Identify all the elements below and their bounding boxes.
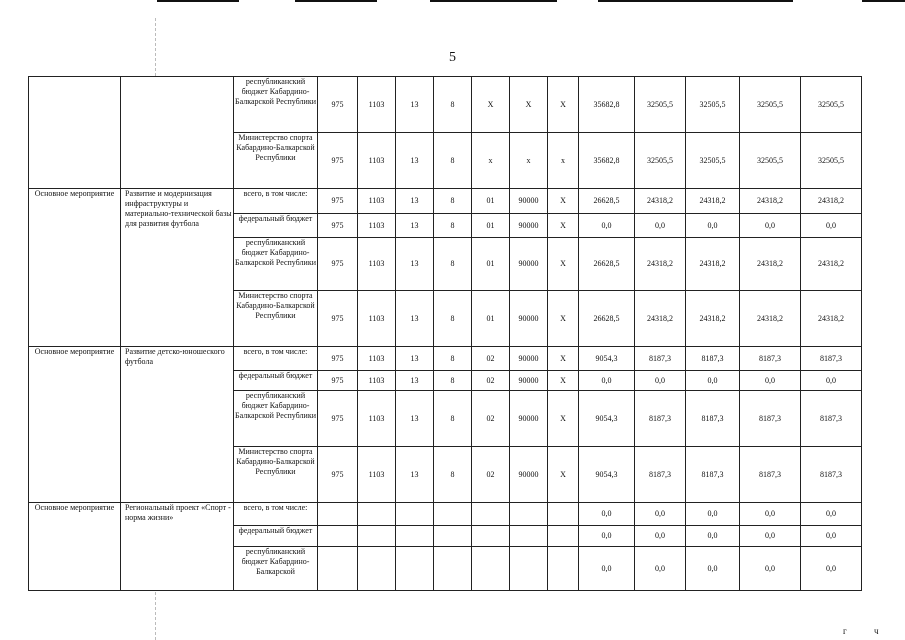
funding-source-cell: республиканский бюджет Кабардино-Балкарской Республики [234,391,318,447]
scan-line [295,0,377,2]
target-article-cell: 01 [472,214,510,238]
target-article-cell: 90000 [510,347,548,371]
target-article-cell: 8 [434,371,472,391]
target-article-cell: 13 [396,189,434,214]
expense-type-cell: Х [548,238,579,291]
grbs-code-cell: 975 [318,291,358,347]
target-article-cell [510,526,548,547]
year-value-cell: 0,0 [740,547,801,591]
expense-type-cell: Х [548,214,579,238]
year-value-cell: 0,0 [801,526,862,547]
grbs-code-cell [318,503,358,526]
expense-type-cell: х [548,133,579,189]
target-article-cell: 8 [434,291,472,347]
year-value-cell: 8187,3 [686,347,740,371]
target-article-cell: х [472,133,510,189]
target-article-cell: 90000 [510,189,548,214]
expense-type-cell [548,503,579,526]
target-article-cell [434,547,472,591]
funding-source-cell: всего, в том числе: [234,347,318,371]
target-article-cell [510,547,548,591]
year-value-cell: 9054,3 [579,391,635,447]
target-article-cell: 8 [434,347,472,371]
year-value-cell: 8187,3 [801,391,862,447]
table-row [29,77,862,133]
target-article-cell: 8 [434,214,472,238]
target-article-cell: 02 [472,447,510,503]
year-value-cell: 0,0 [579,547,635,591]
year-value-cell: 26628,5 [579,238,635,291]
target-article-cell: 90000 [510,447,548,503]
year-value-cell: 8187,3 [635,447,686,503]
funding-source-cell: всего, в том числе: [234,189,318,214]
funding-source-cell: всего, в том числе: [234,503,318,526]
year-value-cell: 0,0 [740,526,801,547]
target-article-cell: 13 [396,447,434,503]
year-value-cell: 8187,3 [635,391,686,447]
year-value-cell: 8187,3 [635,347,686,371]
funding-source-cell: федеральный бюджет [234,371,318,391]
funding-source-cell: федеральный бюджет [234,214,318,238]
event-name-cell: Региональный проект «Спорт - норма жизни» [121,503,234,591]
event-type-cell: Основное мероприятие [29,503,121,591]
section-code-cell: 1103 [358,291,396,347]
year-value-cell: 0,0 [635,503,686,526]
grbs-code-cell: 975 [318,371,358,391]
funding-source-cell: Министерство спорта Кабардино-Балкарской Республики [234,291,318,347]
year-value-cell: 0,0 [686,526,740,547]
table-row [29,503,862,526]
year-value-cell: 24318,2 [801,238,862,291]
target-article-cell: 13 [396,214,434,238]
year-value-cell: 0,0 [801,214,862,238]
target-article-cell: 13 [396,133,434,189]
funding-source-cell: республиканский бюджет Кабардино-Балкарской [234,547,318,591]
target-article-cell: 90000 [510,238,548,291]
target-article-cell: 13 [396,371,434,391]
year-value-cell: 8187,3 [740,347,801,371]
target-article-cell: 13 [396,238,434,291]
grbs-code-cell [318,526,358,547]
year-value-cell: 32505,5 [801,133,862,189]
year-value-cell: 9054,3 [579,347,635,371]
year-value-cell: 24318,2 [635,189,686,214]
budget-table-body [29,77,862,591]
year-value-cell: 9054,3 [579,447,635,503]
section-code-cell: 1103 [358,371,396,391]
year-value-cell: 0,0 [686,214,740,238]
funding-source-cell: Министерство спорта Кабардино-Балкарской Республики [234,447,318,503]
expense-type-cell: Х [548,291,579,347]
year-value-cell: 24318,2 [686,238,740,291]
section-code-cell [358,526,396,547]
year-value-cell: 32505,5 [635,77,686,133]
budget-table [28,76,862,591]
year-value-cell: 0,0 [740,503,801,526]
target-article-cell [472,503,510,526]
scan-line [862,0,905,2]
funding-source-cell: республиканский бюджет Кабардино-Балкарской Республики [234,238,318,291]
year-value-cell: 32505,5 [801,77,862,133]
target-article-cell: 13 [396,77,434,133]
grbs-code-cell: 975 [318,238,358,291]
year-value-cell: 0,0 [635,371,686,391]
table-row [29,189,862,214]
year-value-cell: 0,0 [740,371,801,391]
target-article-cell: Х [510,77,548,133]
year-value-cell: 0,0 [801,371,862,391]
year-value-cell: 32505,5 [686,133,740,189]
target-article-cell: 02 [472,371,510,391]
scan-fold-mark [155,18,156,76]
target-article-cell [396,547,434,591]
year-value-cell: 32505,5 [635,133,686,189]
grbs-code-cell: 975 [318,447,358,503]
section-code-cell: 1103 [358,391,396,447]
target-article-cell: 8 [434,189,472,214]
section-code-cell: 1103 [358,77,396,133]
event-name-cell [121,77,234,189]
year-value-cell: 8187,3 [801,447,862,503]
section-code-cell: 1103 [358,447,396,503]
section-code-cell [358,547,396,591]
target-article-cell [472,526,510,547]
event-type-cell: Основное мероприятие [29,189,121,347]
year-value-cell: 24318,2 [686,291,740,347]
target-article-cell: 90000 [510,214,548,238]
target-article-cell [434,526,472,547]
target-article-cell [510,503,548,526]
scan-line [157,0,239,2]
grbs-code-cell [318,547,358,591]
year-value-cell: 8187,3 [686,391,740,447]
year-value-cell: 32505,5 [740,133,801,189]
year-value-cell: 0,0 [686,547,740,591]
event-name-cell: Развитие детско-юношеского футбола [121,347,234,503]
funding-source-cell: Министерство спорта Кабардино-Балкарской Республики [234,133,318,189]
year-value-cell: 0,0 [579,526,635,547]
grbs-code-cell: 975 [318,214,358,238]
year-value-cell: 8187,3 [801,347,862,371]
grbs-code-cell: 975 [318,391,358,447]
section-code-cell: 1103 [358,189,396,214]
section-code-cell: 1103 [358,214,396,238]
corner-mark: г [843,626,847,636]
year-value-cell: 0,0 [579,371,635,391]
target-article-cell: 02 [472,347,510,371]
target-article-cell: 90000 [510,371,548,391]
target-article-cell: Х [472,77,510,133]
year-value-cell: 8187,3 [686,447,740,503]
target-article-cell: 8 [434,391,472,447]
year-value-cell: 0,0 [801,547,862,591]
target-article-cell: 8 [434,133,472,189]
year-value-cell: 24318,2 [740,189,801,214]
scan-line [430,0,557,2]
expense-type-cell [548,526,579,547]
target-article-cell [472,547,510,591]
scan-line [598,0,793,2]
year-value-cell: 0,0 [635,547,686,591]
scan-fold-mark [155,592,156,640]
section-code-cell: 1103 [358,238,396,291]
page-number: 5 [449,50,456,65]
expense-type-cell: Х [548,189,579,214]
expense-type-cell: Х [548,447,579,503]
year-value-cell: 24318,2 [801,189,862,214]
target-article-cell: 90000 [510,291,548,347]
year-value-cell: 32505,5 [686,77,740,133]
year-value-cell: 0,0 [635,214,686,238]
year-value-cell: 0,0 [740,214,801,238]
grbs-code-cell: 975 [318,189,358,214]
year-value-cell: 0,0 [635,526,686,547]
year-value-cell: 26628,5 [579,189,635,214]
target-article-cell: 01 [472,238,510,291]
event-type-cell [29,77,121,189]
year-value-cell: 26628,5 [579,291,635,347]
target-article-cell [396,526,434,547]
year-value-cell: 24318,2 [686,189,740,214]
year-value-cell: 24318,2 [801,291,862,347]
year-value-cell: 0,0 [579,503,635,526]
corner-mark: ч [874,626,879,636]
year-value-cell: 0,0 [579,214,635,238]
year-value-cell: 24318,2 [740,238,801,291]
table-row [29,347,862,371]
target-article-cell: 13 [396,391,434,447]
section-code-cell: 1103 [358,133,396,189]
grbs-code-cell: 975 [318,133,358,189]
target-article-cell: 90000 [510,391,548,447]
event-name-cell: Развитие и модернизация инфраструктуры и материально-технической базы для развития футбола [121,189,234,347]
year-value-cell: 8187,3 [740,391,801,447]
target-article-cell: 02 [472,391,510,447]
target-article-cell [434,503,472,526]
expense-type-cell: Х [548,371,579,391]
expense-type-cell: Х [548,77,579,133]
grbs-code-cell: 975 [318,347,358,371]
funding-source-cell: республиканский бюджет Кабардино-Балкарской Республики [234,77,318,133]
year-value-cell: 24318,2 [635,291,686,347]
year-value-cell: 35682,8 [579,133,635,189]
target-article-cell: 8 [434,77,472,133]
year-value-cell: 0,0 [686,503,740,526]
target-article-cell: 13 [396,347,434,371]
target-article-cell: 13 [396,291,434,347]
year-value-cell: 24318,2 [635,238,686,291]
event-type-cell: Основное мероприятие [29,347,121,503]
expense-type-cell: Х [548,391,579,447]
target-article-cell [396,503,434,526]
year-value-cell: 0,0 [686,371,740,391]
target-article-cell: 8 [434,238,472,291]
year-value-cell: 24318,2 [740,291,801,347]
target-article-cell: х [510,133,548,189]
funding-source-cell: федеральный бюджет [234,526,318,547]
target-article-cell: 01 [472,189,510,214]
section-code-cell: 1103 [358,347,396,371]
year-value-cell: 32505,5 [740,77,801,133]
year-value-cell: 0,0 [801,503,862,526]
year-value-cell: 35682,8 [579,77,635,133]
grbs-code-cell: 975 [318,77,358,133]
target-article-cell: 01 [472,291,510,347]
expense-type-cell [548,547,579,591]
year-value-cell: 8187,3 [740,447,801,503]
expense-type-cell: Х [548,347,579,371]
target-article-cell: 8 [434,447,472,503]
section-code-cell [358,503,396,526]
